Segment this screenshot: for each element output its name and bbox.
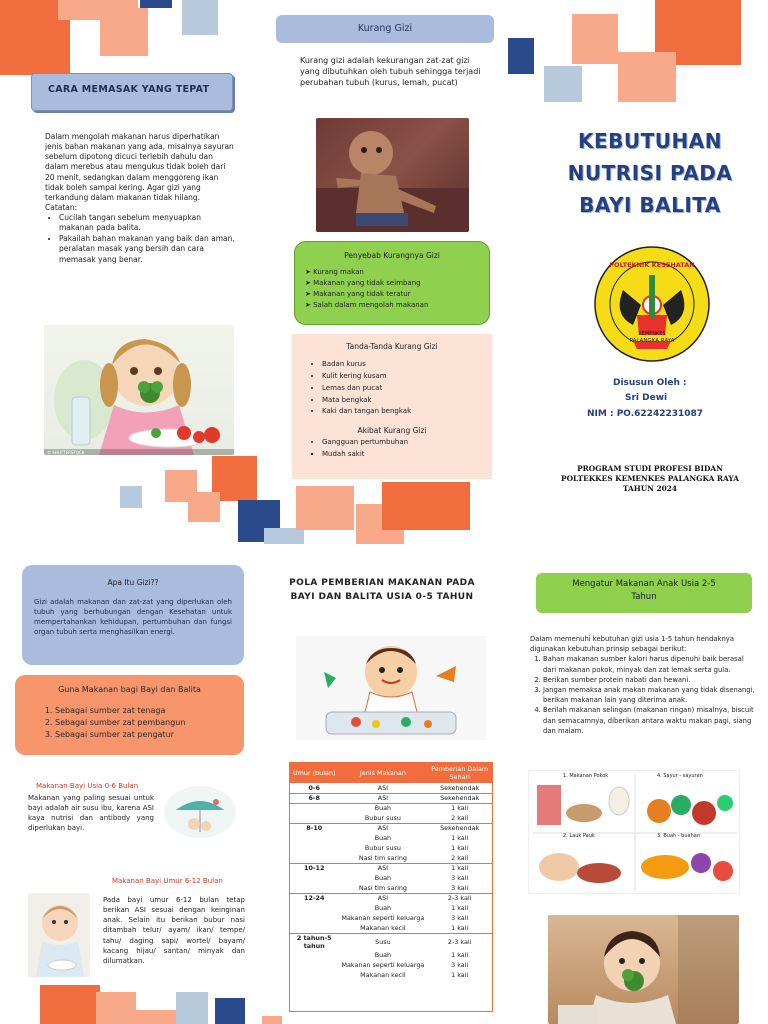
table-cell: 3 kali <box>451 960 469 969</box>
logo-text-top: POLTEKNIK KESEHATAN <box>609 261 695 269</box>
table-cell: ASI <box>377 864 389 873</box>
table-cell: Buah <box>374 804 392 813</box>
baby-6-12-text: Pada bayi umur 6-12 bulan tetap berikan ASI sesuai dengan keinginan anak. Selain itu berikan bubur nasi ditambah telur/ ayam/ ikan/ tempe/ tahu/ daging sapi/ wortel/ bayam/ kacang hijau/ santan/ minyak dan dilumatkan. <box>103 896 245 965</box>
akibat-title: Akibat Kurang Gizi <box>357 426 427 436</box>
pola-title: POLA PEMBERIAN MAKANAN PADA BAYI DAN BALITA USIA 0-5 TAHUN <box>289 578 475 603</box>
table-cell: ASI <box>377 824 389 833</box>
table-cell <box>290 903 338 913</box>
table-cell: 1 kali <box>451 904 469 912</box>
table-row <box>290 863 492 873</box>
food-label: 4. Sayur - sayuran <box>657 773 703 779</box>
table-cell: 12-24 <box>304 894 325 903</box>
mengatur-list <box>530 654 758 736</box>
table-row <box>290 853 492 863</box>
food-label: 3. Buah - buahan <box>657 833 700 839</box>
tanda-list <box>292 351 492 417</box>
penyebab-title: Penyebab Kurangnya Gizi <box>344 251 440 260</box>
table-cell: 0-6 <box>308 783 320 792</box>
decor-square <box>544 66 582 102</box>
mengatur-content <box>530 634 758 736</box>
table-row <box>290 833 492 843</box>
decor-square <box>120 486 142 508</box>
arrow-icon: ➤ <box>305 268 314 276</box>
baby-0-6-title: Makanan Bayi Usia 0-6 Bulan <box>36 782 139 790</box>
table-cell: 2 tahun-5 tahun <box>296 933 332 950</box>
girl-illustration <box>44 325 234 455</box>
table-cell: Buah <box>374 834 392 842</box>
baby-0-6-text: Makanan yang paling sesuai untuk bayi adalah air susu ibu, karena ASI kaya nutrisi dan antibody yang diperlukan bayi. <box>28 794 154 833</box>
decor-square <box>140 0 172 8</box>
table-cell: Susu <box>375 937 391 946</box>
table-cell: 2 kali <box>451 813 469 822</box>
table-cell: Makanan kecil <box>360 923 406 932</box>
table-cell <box>290 813 338 823</box>
author-name: Sri Dewi <box>625 393 668 404</box>
list-item: ➤ Salah dalam mengolah makanan <box>305 300 429 309</box>
table-row <box>290 793 492 803</box>
table-row <box>290 933 492 950</box>
kurang-gizi-title: Kurang Gizi <box>357 23 413 34</box>
arrow-icon: ➤ <box>305 278 314 287</box>
table-cell: 1 kali <box>451 844 469 852</box>
author-block <box>565 376 725 422</box>
table-cell: Bubur susu <box>364 844 401 852</box>
table-cell: 1 kali <box>451 923 469 932</box>
logo-text-mid: KEMENKES <box>638 331 666 337</box>
table-row <box>290 923 492 933</box>
list-item: • Cucilah tangan sebelum menyuapkan makanan pada balita. <box>59 213 237 233</box>
table-cell: 10-12 <box>304 864 325 873</box>
list-item: 3. Jangan memaksa anak makan makanan yang tidak disenangi, berikan makanan lain yang diterima anak. <box>543 685 758 705</box>
decor-square <box>262 1016 282 1024</box>
gizi-title: Apa Itu Gizi?? <box>107 578 159 587</box>
table-cell: Nasi tim saring <box>358 883 407 892</box>
decor-square <box>572 14 618 64</box>
list-item: ➤ Makanan yang tidak teratur <box>305 289 411 298</box>
author-nim: NIM : PO.62242231087 <box>587 408 704 419</box>
baby-6-12-title: Makanan Bayi Umur 6-12 Bulan <box>112 877 223 885</box>
guna-list <box>15 694 244 741</box>
kurang-gizi-paragraph: Kurang gizi adalah kekurangan zat-zat gizi yang dibutuhkan oleh tubuh sehingga terjadi perubahan tubuh (kurus, lemah, pucat) <box>300 56 481 87</box>
section-banner <box>31 73 233 111</box>
table-cell: Buah <box>374 950 392 959</box>
penyebab-list <box>295 260 489 310</box>
table-cell <box>290 970 338 980</box>
tanda-title: Tanda-Tanda Kurang Gizi <box>346 342 438 351</box>
decor-square <box>296 486 354 530</box>
list-item: 2. Sebagai sumber zat pembangun <box>55 717 244 729</box>
table-cell <box>290 923 338 933</box>
list-item: ➤ Makanan yang tidak seimbang <box>305 278 421 287</box>
table-cell: Sekehendak <box>440 794 480 802</box>
decor-square <box>264 528 304 544</box>
feeding-table-body <box>290 783 492 980</box>
table-cell: 2-3 kali <box>447 894 472 903</box>
child-illustration <box>316 118 469 232</box>
cover-title-line: BAYI BALITA <box>579 193 721 217</box>
decor-square <box>40 985 100 1024</box>
photo-watermark: © SHUTTERSTOCK <box>47 450 85 455</box>
feeding-table <box>290 763 492 980</box>
akibat-list <box>292 435 492 459</box>
feeding-table-wrapper <box>289 762 493 1012</box>
apa-itu-gizi-box <box>22 565 244 665</box>
poltekkes-logo <box>593 245 711 363</box>
list-item: 1. Bahan makanan sumber kalori harus dipenuhi baik berasal dari makanan pokok, minyak dan zat lemak serta gula. <box>543 654 758 674</box>
table-cell: Nasi tim saring <box>358 853 407 862</box>
table-row <box>290 903 492 913</box>
girl-eating-photo <box>44 325 234 455</box>
list-item: • Kulit kering kusam <box>322 371 492 382</box>
notes-label: Catatan: <box>45 202 78 212</box>
malnourished-child-photo <box>316 118 469 232</box>
table-cell: ASI <box>377 794 389 802</box>
table-row <box>290 803 492 813</box>
decor-square <box>618 52 676 102</box>
food-groups-image <box>528 770 740 894</box>
table-row <box>290 813 492 823</box>
child-broccoli-photo <box>548 915 739 1024</box>
table-row <box>290 913 492 923</box>
table-cell: 1 kali <box>451 804 469 813</box>
table-row <box>290 950 492 960</box>
list-item: 1. Sebagai sumber zat tenaga <box>55 705 244 717</box>
penyebab-box <box>294 241 490 325</box>
mengatur-title: Mengatur Makanan Anak Usia 2-5 Tahun <box>572 579 716 603</box>
table-cell: Sekehendak <box>440 783 480 792</box>
table-cell: 1 kali <box>451 950 469 959</box>
table-cell <box>290 853 338 863</box>
table-cell: Buah <box>374 904 392 912</box>
table-cell <box>290 873 338 883</box>
boy-eating-illustration <box>296 636 486 740</box>
breastfeeding-icon <box>160 784 240 844</box>
cover-title <box>540 125 760 221</box>
table-cell: Buah <box>374 874 392 882</box>
table-row <box>290 960 492 970</box>
kurang-gizi-header <box>276 15 494 43</box>
guna-title: Guna Makanan bagi Bayi dan Balita <box>58 685 201 694</box>
table-cell: Makanan seperti keluarga <box>341 960 425 969</box>
table-row <box>290 783 492 793</box>
list-item: 2. Berikan sumber protein nabati dan hewani. <box>543 675 758 685</box>
decor-square <box>182 0 218 35</box>
table-cell: 6-8 <box>308 794 320 802</box>
arrow-icon: ➤ <box>305 300 314 309</box>
tanda-box <box>292 334 492 479</box>
decor-square <box>96 992 136 1024</box>
table-cell: 2-3 kali <box>447 937 472 946</box>
decor-square <box>382 482 470 530</box>
table-cell: 8-10 <box>306 824 323 833</box>
table-cell: ASI <box>377 783 389 792</box>
list-item: ▪ Mudah sakit <box>322 449 492 460</box>
table-row <box>290 893 492 903</box>
mengatur-header <box>536 573 752 613</box>
program-line: TAHUN 2024 <box>622 483 678 493</box>
table-cell <box>290 913 338 923</box>
list-item: • Lemas dan pucat <box>322 383 492 394</box>
food-label: 2. Lauk Pauk <box>563 833 595 839</box>
table-row <box>290 823 492 833</box>
list-item: • Badan kurus <box>322 359 492 370</box>
logo-text-bottom: PALANGKA RAYA <box>629 338 675 344</box>
program-line: PROGRAM STUDI PROFESI BIDAN <box>577 464 723 473</box>
table-cell: 2 kali <box>451 853 469 862</box>
table-cell <box>290 960 338 970</box>
cover-title-line: NUTRISI PADA <box>567 161 733 185</box>
cooking-paragraph <box>45 132 237 266</box>
table-cell <box>290 950 338 960</box>
list-item: • Kaki dan tangan bengkak <box>322 406 492 417</box>
table-row <box>290 843 492 853</box>
decor-square <box>176 992 208 1024</box>
table-cell <box>290 833 338 843</box>
table-cell: Makanan kecil <box>360 970 406 979</box>
mengatur-intro: Dalam memenuhi kebutuhan gizi usia 1-5 tahun hendaknya digunakan kebutuhan prinsip sebagai berikut: <box>530 635 734 654</box>
table-cell: 3 kali <box>451 883 469 892</box>
decor-square <box>188 492 220 522</box>
decor-square <box>100 8 148 56</box>
table-row <box>290 873 492 883</box>
table-header-row <box>290 763 492 783</box>
table-cell: Bubur susu <box>364 813 401 822</box>
gizi-text: Gizi adalah makanan dan zat-zat yang diperlukan oleh tubuh yang berhubungan dengan Kesehatan untuk mempertahankan kehidupan, pertumbuhan dan fungsi organ tubuh serta menghasilkan energi. <box>34 598 232 637</box>
table-cell <box>290 803 338 813</box>
cover-title-line: KEBUTUHAN <box>578 129 722 153</box>
list-item: • Gangguan pertumbuhan <box>322 437 492 448</box>
table-cell <box>290 843 338 853</box>
cooking-text: Dalam mengolah makanan harus diperhatikan jenis bahan makanan yang ada, misalnya sayuran sebelum dipotong dicuci terlebih dahulu dan dalam merebus atau mengukus tidak boleh dari 20 menit, sedangkan dalam menggoreng ikan tidak boleh sampai kering. Agar gizi yang terkandung dalam makanan tidak hilang. <box>45 132 234 202</box>
program-block <box>540 464 760 494</box>
table-cell: 3 kali <box>451 874 469 882</box>
guna-makanan-box <box>15 675 244 755</box>
table-header: Pemberian Dalam Sehari <box>427 763 492 783</box>
list-item: • Pakailah bahan makanan yang baik dan aman, peralatan masak yang bersih dan cara memasak yang benar. <box>59 234 237 264</box>
table-cell: 1 kali <box>451 834 469 842</box>
program-line: POLTEKKES KEMENKES PALANGKA RAYA <box>561 473 739 483</box>
table-cell: ASI <box>377 894 389 903</box>
decor-square <box>215 998 245 1024</box>
table-cell <box>290 883 338 893</box>
table-header: Jenis Makanan <box>338 763 427 783</box>
table-cell: 1 kali <box>451 864 469 873</box>
decor-square <box>508 38 534 74</box>
table-cell: Sekehendak <box>440 824 480 833</box>
table-header: Umur (bulan) <box>290 763 338 783</box>
baby-eating-photo <box>28 893 90 977</box>
table-row <box>290 970 492 980</box>
section-title: CARA MEMASAK YANG TEPAT <box>48 84 210 95</box>
food-label: 1. Makanan Pokok <box>563 773 609 779</box>
table-cell: Makanan seperti keluarga <box>341 914 425 922</box>
table-cell: 1 kali <box>451 970 469 979</box>
list-item: 4. Berilah makanan selingan (makanan ringan) misalnya, biscuit dan semacamnya, diberikan antara waktu makan pagi, siang dan malam. <box>543 705 758 736</box>
author-label: Disusun Oleh : <box>613 378 687 388</box>
list-item: ➤ Kurang makan <box>305 268 364 276</box>
table-row <box>290 883 492 893</box>
table-cell: 3 kali <box>451 914 469 922</box>
list-item: • Mata bengkak <box>322 395 492 406</box>
arrow-icon: ➤ <box>305 289 314 298</box>
list-item: 3. Sebagai sumber zat pengatur <box>55 729 244 741</box>
notes-list <box>45 213 237 265</box>
